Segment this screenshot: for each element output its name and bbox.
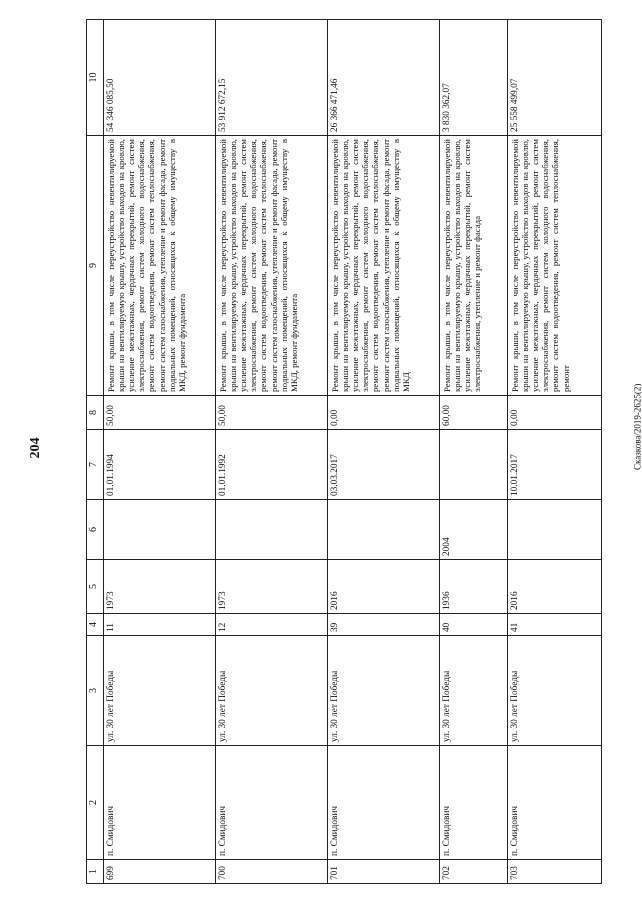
- settlement-cell: п. Смидович: [508, 746, 602, 860]
- cost-cell: 54 346 085,50: [104, 20, 216, 136]
- date-cell: 10.01.2017: [508, 430, 602, 500]
- row-number: 699: [104, 860, 216, 884]
- settlement-cell: п. Смидович: [216, 746, 328, 860]
- cost-cell: 3 830 362,07: [440, 20, 508, 136]
- year-built-cell: 2016: [508, 560, 602, 614]
- year-renovation-cell: [216, 500, 328, 560]
- year-built-cell: 1973: [104, 560, 216, 614]
- column-header: 10: [87, 20, 104, 136]
- column-header: 5: [87, 560, 104, 614]
- wear-cell: 50,00: [216, 396, 328, 430]
- street-cell: ул. 30 лет Победы: [216, 636, 328, 746]
- date-cell: 03.03.2017: [328, 430, 440, 500]
- row-number: 701: [328, 860, 440, 884]
- date-cell: 01.01.1994: [104, 430, 216, 500]
- cost-cell: 53 912 672,15: [216, 20, 328, 136]
- house-cell: 40: [440, 614, 508, 636]
- year-renovation-cell: 2004: [440, 500, 508, 560]
- column-header: 9: [87, 136, 104, 396]
- housing-register-table: [86, 19, 602, 884]
- settlement-cell: п. Смидович: [440, 746, 508, 860]
- street-cell: ул. 30 лет Победы: [440, 636, 508, 746]
- table-row: [508, 20, 602, 884]
- date-cell: [440, 430, 508, 500]
- street-cell: ул. 30 лет Победы: [104, 636, 216, 746]
- street-cell: ул. 30 лет Победы: [508, 636, 602, 746]
- column-number-row: [87, 20, 104, 884]
- column-header: 4: [87, 614, 104, 636]
- works-cell: Ремонт крыши, в том числе переустройство невентилируемой крыши на вентилируемую крышу, устройство выходов на кровлю, усиление межэтажных, чердачных перекрытий, ремонт систем электроснабжения, ремонт систем холодного водоснабжения, ремонт систем водоотведения, ремонт систем теплоснабжения, ремонт систем газоснабжения, утепление и ремонт фасада, ремонт подвальных помещений, относящихся к общему имуществу в МКД, ремонт фундамента: [104, 136, 216, 396]
- year-renovation-cell: [508, 500, 602, 560]
- column-header: 3: [87, 636, 104, 746]
- table-row: [104, 20, 216, 884]
- column-header: 2: [87, 746, 104, 860]
- wear-cell: 60,00: [440, 396, 508, 430]
- row-number: 702: [440, 860, 508, 884]
- settlement-cell: п. Смидович: [104, 746, 216, 860]
- column-header: 7: [87, 430, 104, 500]
- house-cell: 41: [508, 614, 602, 636]
- table-row: [216, 20, 328, 884]
- row-number: 703: [508, 860, 602, 884]
- cost-cell: 25 558 499,07: [508, 20, 602, 136]
- street-cell: ул. 30 лет Победы: [328, 636, 440, 746]
- year-built-cell: 2016: [328, 560, 440, 614]
- date-cell: 01.01.1992: [216, 430, 328, 500]
- column-header: 6: [87, 500, 104, 560]
- house-cell: 12: [216, 614, 328, 636]
- works-cell: Ремонт крыши, в том числе переустройство невентилируемой крыши на вентилируемую крышу, устройство выходов на кровлю, усиление межэтажных, чердачных перекрытий, ремонт систем электроснабжения, ремонт систем холодного водоснабжения, ремонт систем водоотведения, ремонт систем теплоснабжения, ремонт систем газоснабжения, утепление и ремонт фасада, ремонт подвальных помещений, относящихся к общему имуществу в МКД, ремонт фундамента: [216, 136, 328, 396]
- works-cell: Ремонт крыши, в том числе переустройство невентилируемой крыши на вентилируемую крышу, устройство выходов на кровлю, усиление межэтажных, чердачных перекрытий, ремонт систем электроснабжения, ремонт систем холодного водоснабжения, ремонт систем водоотведения, ремонт систем теплоснабжения, ремонт систем газоснабжения, утепление и ремонт фасада, ремонт подвальных помещений, относящихся к общему имуществу в МКД: [328, 136, 440, 396]
- page-number: 204: [28, 437, 43, 459]
- column-header: 1: [87, 860, 104, 884]
- year-built-cell: 1973: [216, 560, 328, 614]
- register-frame: [86, 20, 602, 884]
- wear-cell: 0,00: [328, 396, 440, 430]
- column-header: 8: [87, 396, 104, 430]
- table-row: [440, 20, 508, 884]
- works-cell: Ремонт крыши, в том числе переустройство невентилируемой крыши на вентилируемую крышу, устройство выходов на кровлю, усиление межэтажных, чердачных перекрытий, ремонт систем электроснабжения, ремонт систем холодного водоснабжения, ремонт систем водоотведения, ремонт систем теплоснабжения, ремонт: [508, 136, 602, 396]
- wear-cell: 50,00: [104, 396, 216, 430]
- table-row: [328, 20, 440, 884]
- house-cell: 39: [328, 614, 440, 636]
- wear-cell: 0,00: [508, 396, 602, 430]
- house-cell: 11: [104, 614, 216, 636]
- year-built-cell: 1936: [440, 560, 508, 614]
- year-renovation-cell: [328, 500, 440, 560]
- settlement-cell: п. Смидович: [328, 746, 440, 860]
- year-renovation-cell: [104, 500, 216, 560]
- works-cell: Ремонт крыши, в том числе переустройство невентилируемой крыши на вентилируемую крышу, устройство выходов на кровлю, усиление межэтажных, чердачных перекрытий, ремонт систем электроснабжения, утепление и ремонт фасада: [440, 136, 508, 396]
- row-number: 700: [216, 860, 328, 884]
- cost-cell: 26 366 471,46: [328, 20, 440, 136]
- document-code: Сказкова/2019-2625(2): [632, 383, 642, 470]
